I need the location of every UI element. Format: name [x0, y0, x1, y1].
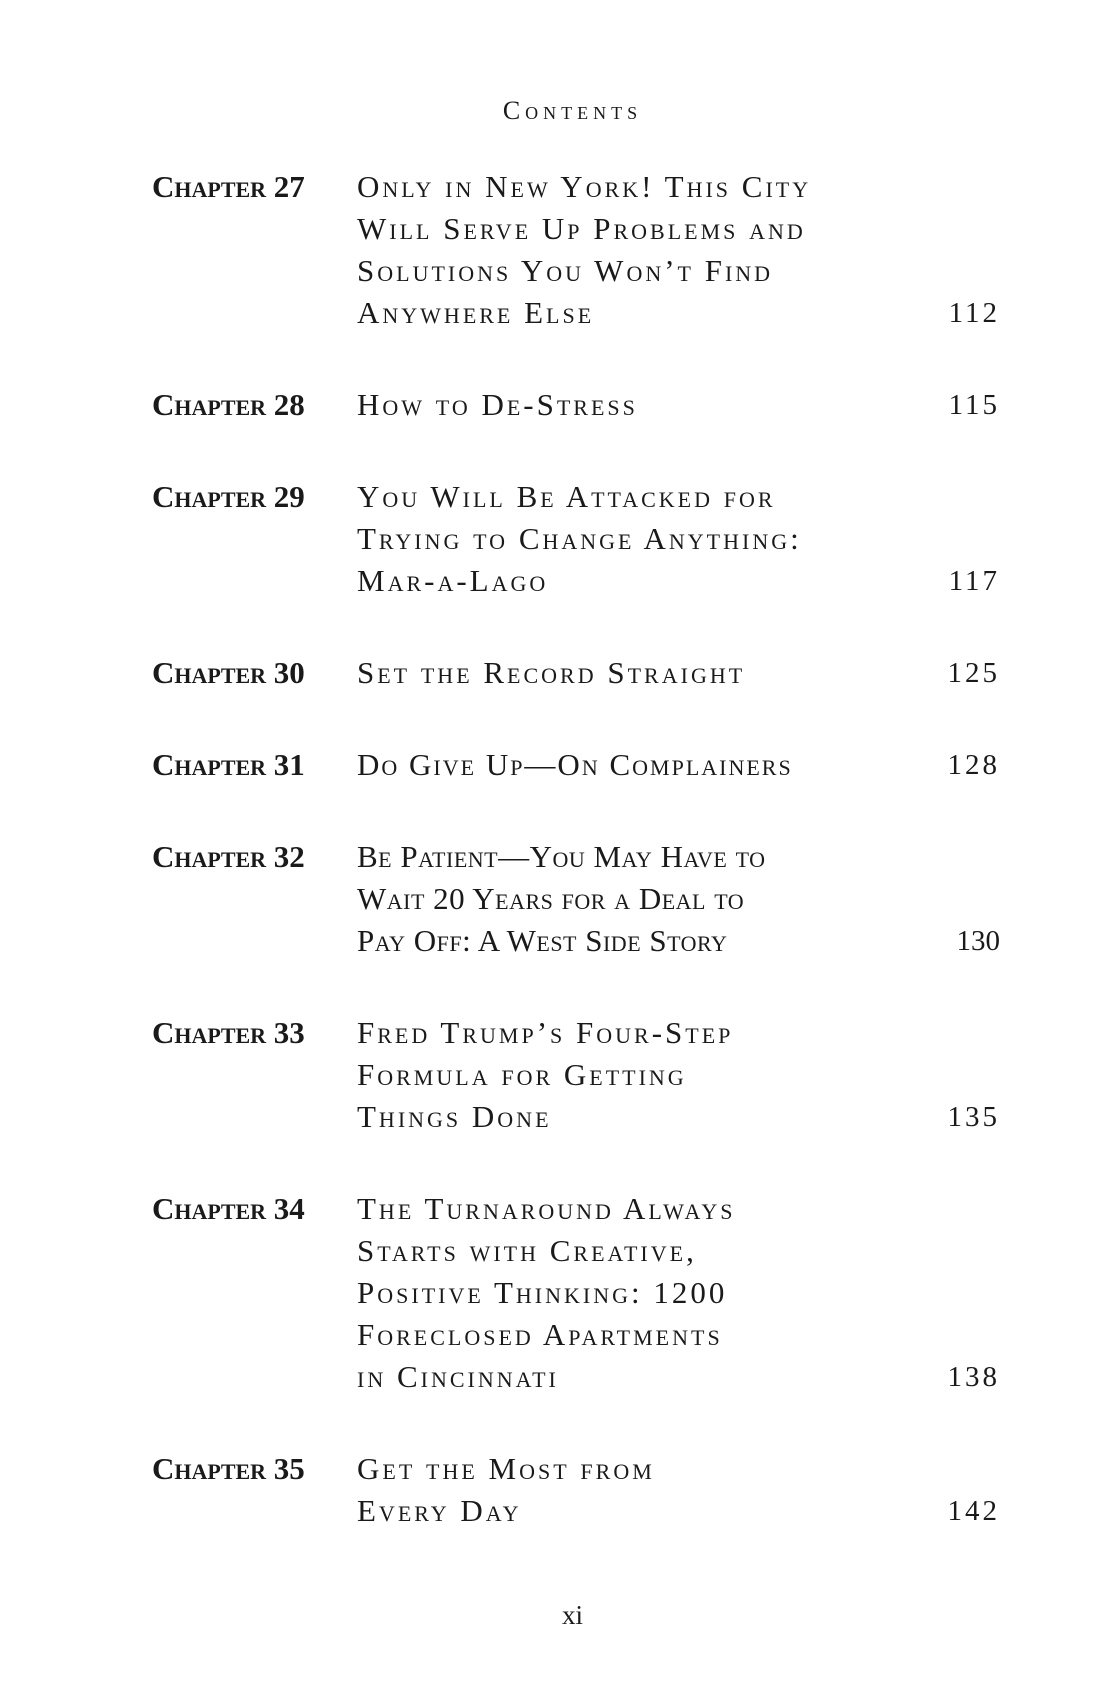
chapter-label: Chapter 29	[152, 479, 305, 514]
page-number: 130	[956, 925, 1000, 957]
page-number: 135	[947, 1101, 1000, 1133]
page-number: 138	[947, 1361, 1000, 1393]
chapter-title-line: Fred Trump’s Four-Step	[357, 1015, 734, 1050]
toc-entry[interactable]	[152, 1188, 1000, 1398]
chapter-label: Chapter 27	[152, 169, 305, 204]
chapter-title-line: Set the Record Straight	[357, 655, 746, 690]
chapter-title-line: Only in New York! This City	[357, 169, 812, 204]
chapter-label: Chapter 28	[152, 387, 305, 422]
chapter-title-line: Solutions You Won’t Find	[357, 253, 774, 288]
toc-entry[interactable]	[152, 1448, 1000, 1532]
toc-entry[interactable]	[152, 476, 1000, 602]
chapter-label: Chapter 30	[152, 655, 305, 690]
chapter-title-line: Starts with Creative,	[357, 1233, 697, 1268]
page-number: 125	[947, 657, 1000, 689]
chapter-label: Chapter 34	[152, 1191, 305, 1226]
chapter-title	[357, 1448, 1000, 1532]
running-head: Contents	[502, 96, 643, 125]
toc-entry[interactable]	[152, 166, 1000, 334]
chapter-title-line: You Will Be Attacked for	[357, 479, 776, 514]
chapter-label: Chapter 32	[152, 839, 305, 874]
chapter-title-line: Foreclosed Apartments	[357, 1317, 723, 1352]
chapter-title-line: Trying to Change Anything:	[357, 521, 802, 556]
page-number: 115	[948, 389, 1000, 421]
toc-entries	[152, 166, 1000, 1532]
toc-entry[interactable]	[152, 744, 1000, 786]
chapter-label: Chapter 31	[152, 747, 305, 782]
chapter-label: Chapter 35	[152, 1451, 305, 1486]
chapter-title-line: The Turnaround Always	[357, 1191, 736, 1226]
chapter-title	[357, 744, 1000, 786]
page-number: 112	[948, 297, 1000, 329]
chapter-title	[357, 1012, 1000, 1138]
chapter-title-line: Things Done	[357, 1099, 552, 1134]
chapter-title-line: How to De-Stress	[357, 387, 638, 422]
chapter-title-line: Be Patient—You May Have to	[357, 839, 766, 874]
toc-entry[interactable]	[152, 652, 1000, 694]
chapter-title-line: Pay Off: A West Side Story	[357, 923, 728, 958]
chapter-title-line: Formula for Getting	[357, 1057, 687, 1092]
page-number: 142	[947, 1495, 1000, 1527]
toc-entry[interactable]	[152, 384, 1000, 426]
chapter-title-line: in Cincinnati	[357, 1359, 559, 1394]
chapter-label: Chapter 33	[152, 1015, 305, 1050]
chapter-title-line: Every Day	[357, 1493, 522, 1528]
chapter-title	[357, 476, 1000, 602]
toc-entry[interactable]	[152, 1012, 1000, 1138]
chapter-title-line: Anywhere Else	[357, 295, 595, 330]
chapter-title-line: Do Give Up—On Complainers	[357, 747, 793, 782]
chapter-title	[357, 384, 1000, 426]
page-number: 128	[947, 749, 1000, 781]
chapter-title-line: Get the Most from	[357, 1451, 655, 1486]
chapter-title	[357, 166, 1000, 334]
chapter-title-line: Will Serve Up Problems and	[357, 211, 806, 246]
chapter-title	[357, 1188, 1000, 1398]
chapter-title	[357, 652, 1000, 694]
chapter-title-line: Positive Thinking: 1200	[357, 1275, 728, 1310]
page-folio: xi	[561, 1600, 583, 1630]
toc-entry[interactable]	[152, 836, 1000, 962]
chapter-title-line: Mar-a-Lago	[357, 563, 549, 598]
chapter-title	[357, 836, 1000, 962]
chapter-title-line: Wait 20 Years for a Deal to	[357, 881, 745, 916]
page-number: 117	[948, 565, 1000, 597]
